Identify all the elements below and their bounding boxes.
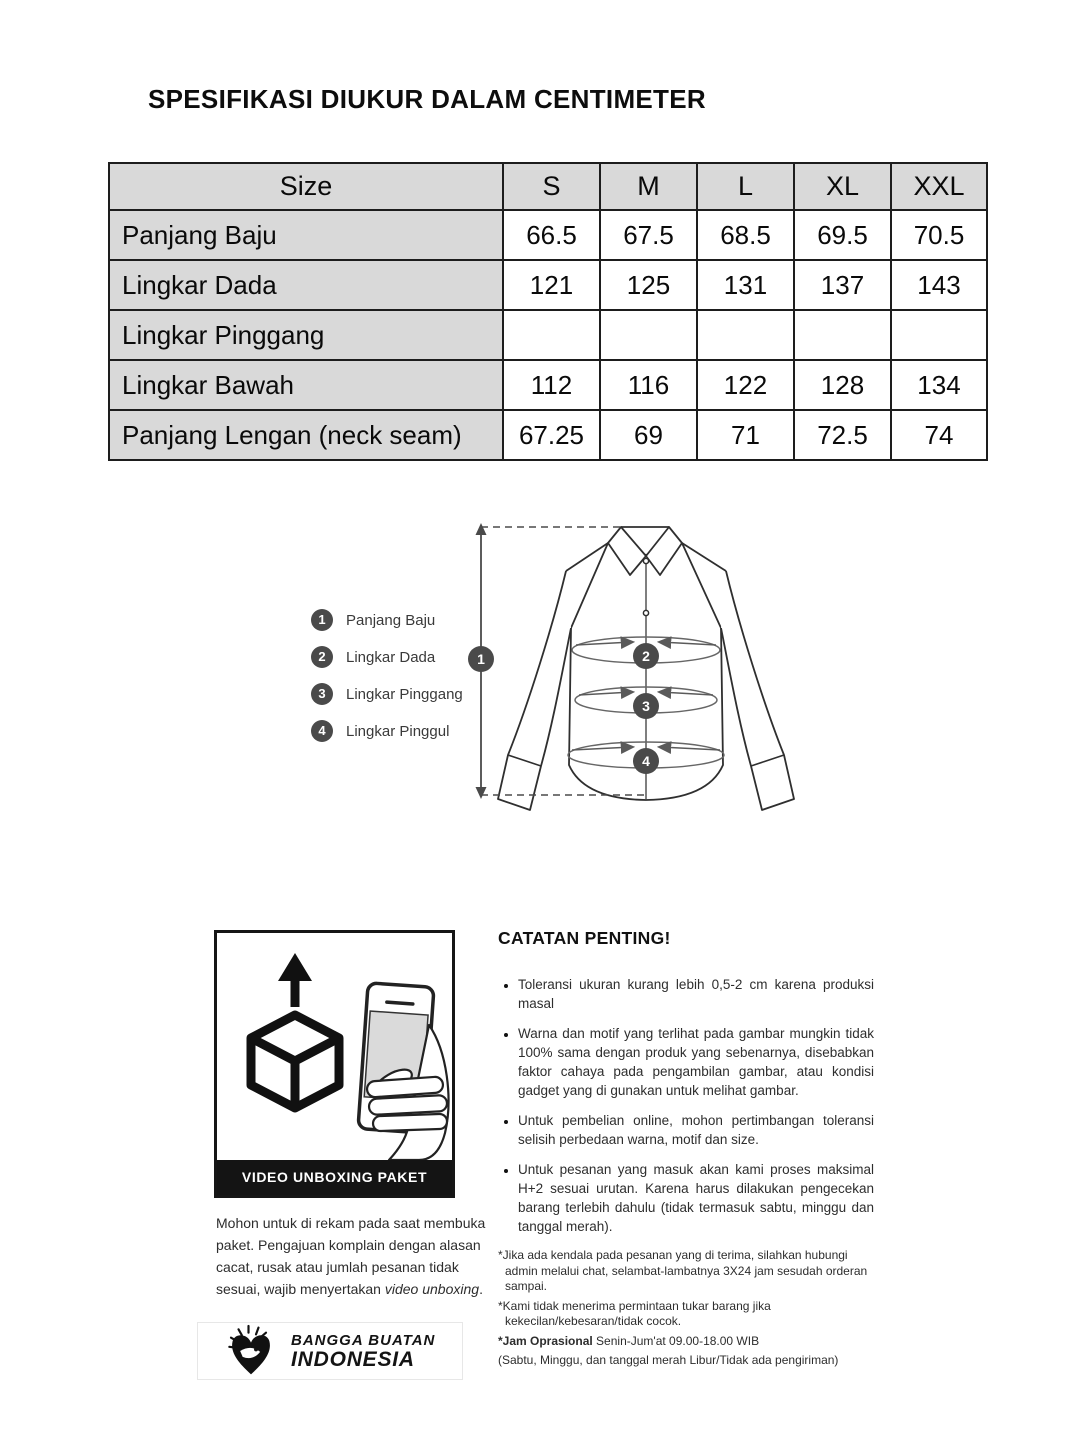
header-l: L xyxy=(697,163,794,210)
footnote: *Kami tidak menerima permintaan tukar barang jika kekecilan/kebesaran/tidak cocok. xyxy=(498,1298,771,1328)
cell-value: 71 xyxy=(697,410,794,460)
size-spec-table xyxy=(108,162,988,461)
row-label: Lingkar Dada xyxy=(109,260,503,310)
note-item: • Warna dan motif yang terlihat pada gambar mungkin tidak 100% sama dengan produk yang sebenarnya, disebabkan faktor cahaya pada pengambilan gambar, atau kondisi gadget yang di gunakan untuk melihat gambar. xyxy=(518,1024,874,1100)
table-row xyxy=(109,410,987,460)
shirt-diagram-illustration xyxy=(458,513,808,863)
cell-value: 128 xyxy=(794,360,891,410)
legend-label: Lingkar Pinggang xyxy=(346,685,463,703)
page-title: SPESIFIKASI DIUKUR DALAM CENTIMETER xyxy=(148,84,706,114)
marker-2-icon: 2 xyxy=(311,646,333,668)
cell-value: 137 xyxy=(794,260,891,310)
measurement-legend xyxy=(311,609,463,757)
cell-value: 131 xyxy=(697,260,794,310)
svg-text:1: 1 xyxy=(477,651,485,667)
unboxing-banner: VIDEO UNBOXING PAKET xyxy=(217,1160,452,1195)
table-row xyxy=(109,210,987,260)
marker-1-icon xyxy=(468,646,494,672)
bangga-buatan-indonesia-logo xyxy=(197,1322,463,1380)
logo-line2: INDONESIA xyxy=(291,1348,415,1371)
svg-text:2: 2 xyxy=(642,648,650,664)
svg-text:3: 3 xyxy=(642,698,650,714)
legend-label: Lingkar Pinggul xyxy=(346,722,450,740)
note-item: • Untuk pesanan yang masuk akan kami proses maksimal H+2 sesuai urutan. Karena harus dilakukan pengecekan barang terlebih dahulu (tidak termasuk sabtu, minggu dan tanggal merah). xyxy=(518,1160,874,1236)
row-label: Lingkar Bawah xyxy=(109,360,503,410)
cell-value: 121 xyxy=(503,260,600,310)
legend-item xyxy=(311,720,463,742)
logo-line1: BANGGA BUATAN xyxy=(291,1332,436,1349)
table-row xyxy=(109,260,987,310)
marker-4-icon: 4 xyxy=(311,720,333,742)
caption-text: Mohon untuk di rekam pada saat membuka paket. Pengajuan komplain dengan alasan cacat, rusak atau jumlah pesanan tidak sesuai, wajib menyertakan xyxy=(216,1215,486,1297)
cell-value: 67.25 xyxy=(503,410,600,460)
cell-value: 68.5 xyxy=(697,210,794,260)
notes-heading: CATATAN PENTING! xyxy=(498,928,671,948)
legend-item xyxy=(311,646,463,668)
footnote-bold: *Jam Oprasional xyxy=(498,1333,593,1348)
marker-3-icon xyxy=(633,693,659,719)
footnote-text: Senin-Jum'at 09.00-18.00 WIB xyxy=(592,1333,760,1348)
cell-value: 134 xyxy=(891,360,987,410)
marker-4-icon xyxy=(633,748,659,774)
cell-value xyxy=(600,310,697,360)
footnote xyxy=(498,1334,874,1350)
cell-value: 69 xyxy=(600,410,697,460)
cell-value: 125 xyxy=(600,260,697,310)
cell-value: 112 xyxy=(503,360,600,410)
cell-value xyxy=(697,310,794,360)
unboxing-illustration xyxy=(217,933,452,1160)
note-item: • Untuk pembelian online, mohon pertimbangan toleransi selisih perbedaan warna, motif dan size. xyxy=(518,1111,874,1149)
video-unboxing-card xyxy=(214,930,455,1198)
table-row xyxy=(109,360,987,410)
header-xl: XL xyxy=(794,163,891,210)
cell-value: 122 xyxy=(697,360,794,410)
caption-period: . xyxy=(479,1281,483,1297)
heart-logo-icon xyxy=(226,1324,276,1378)
cell-value: 70.5 xyxy=(891,210,987,260)
header-size: Size xyxy=(109,163,503,210)
legend-label: Lingkar Dada xyxy=(346,648,436,666)
cell-value xyxy=(891,310,987,360)
cell-value: 67.5 xyxy=(600,210,697,260)
important-notes-section xyxy=(498,928,874,1373)
footnotes xyxy=(498,1248,874,1369)
logo-text xyxy=(291,1332,435,1370)
unboxing-caption xyxy=(216,1212,488,1300)
cell-value xyxy=(503,310,600,360)
footnote: (Sabtu, Minggu, dan tanggal merah Libur/Tidak ada pengiriman) xyxy=(498,1353,839,1367)
footnote: *Jika ada kendala pada pesanan yang di terima, silahkan hubungi admin melalui chat, selambat-lambatnya 3X24 jam sesudah orderan sampai. xyxy=(498,1248,868,1293)
row-label: Panjang Lengan (neck seam) xyxy=(109,410,503,460)
row-label: Lingkar Pinggang xyxy=(109,310,503,360)
cell-value: 72.5 xyxy=(794,410,891,460)
caption-italic: video unboxing xyxy=(384,1281,480,1297)
cell-value: 116 xyxy=(600,360,697,410)
table-row xyxy=(109,310,987,360)
cell-value: 74 xyxy=(891,410,987,460)
cell-value: 66.5 xyxy=(503,210,600,260)
notes-list xyxy=(498,975,874,1236)
marker-3-icon: 3 xyxy=(311,683,333,705)
header-s: S xyxy=(503,163,600,210)
row-label: Panjang Baju xyxy=(109,210,503,260)
legend-item xyxy=(311,609,463,631)
marker-1-icon: 1 xyxy=(311,609,333,631)
svg-text:4: 4 xyxy=(642,753,650,769)
legend-item xyxy=(311,683,463,705)
cell-value: 143 xyxy=(891,260,987,310)
header-m: M xyxy=(600,163,697,210)
marker-2-icon xyxy=(633,643,659,669)
header-xxl: XXL xyxy=(891,163,987,210)
cell-value: 69.5 xyxy=(794,210,891,260)
note-item: • Toleransi ukuran kurang lebih 0,5-2 cm karena produksi masal xyxy=(518,975,874,1013)
table-header-row xyxy=(109,163,987,210)
cell-value xyxy=(794,310,891,360)
legend-label: Panjang Baju xyxy=(346,611,436,629)
